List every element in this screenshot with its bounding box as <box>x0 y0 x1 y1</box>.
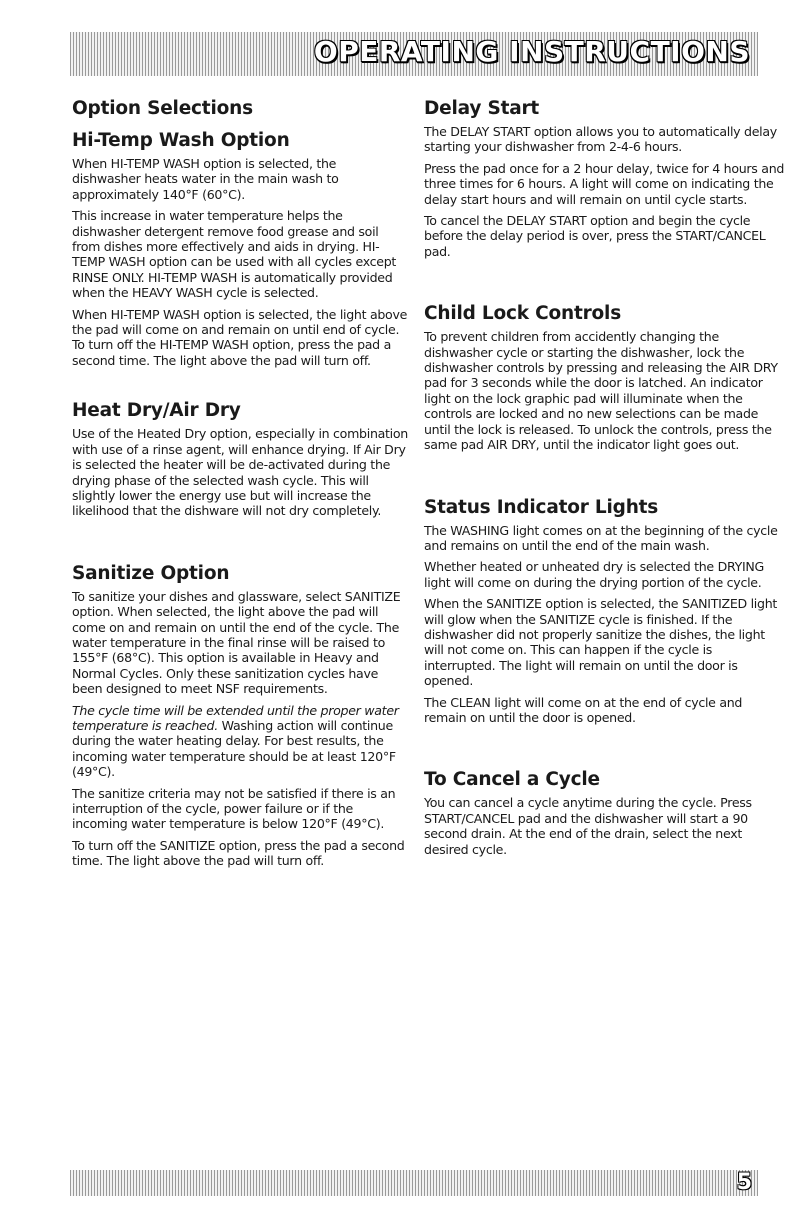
section-heading-child-lock: Child Lock Controls <box>424 303 622 325</box>
child-lock-paragraph-1: To prevent children from accidently changing the dishwasher cycle or starting the dishwasher, lock the dishwasher controls by pressing and releasing the AIR DRY pad for 3 seconds while the door is latched. An indicator light on the lock graphic pad will illuminate when the controls are locked and no new selections can be made until the lock is released. To unlock the controls, press the same pad AIR DRY, until the indicator light goes out. <box>424 329 778 453</box>
header-banner <box>70 32 758 76</box>
section-heading-cancel-cycle: To Cancel a Cycle <box>424 769 600 791</box>
section-heading-hi-temp: Hi-Temp Wash Option <box>72 130 290 151</box>
sanitize-paragraph-1: To sanitize your dishes and glassware, select SANITIZE option. When selected, the light above the pad will come on and remain on until the end of the cycle. The water temperature in the final rinse will be raised to 155°F (68°C). This option is available in Heavy and Normal Cycles. Only these sanitization cycles have been designed to meet NSF requirements. <box>72 588 401 697</box>
sanitize-paragraph-2-rest: Washing action will continue during the water heating delay. For best results, the incoming water temperature should be at least 120°F (49°C). <box>72 717 396 780</box>
footer-bar <box>70 1170 758 1196</box>
hi-temp-paragraph-2: This increase in water temperature helps the dishwasher detergent remove food grease and soil from dishes more effectively and aids in drying. HI-TEMP WASH option can be used with all cycles except RINSE ONLY. HI-TEMP WASH is automatically provided when the HEAVY WASH cycle is selected. <box>72 208 397 301</box>
page-title: OPERATING INSTRUCTIONS <box>313 35 750 68</box>
sanitize-paragraph-3: The sanitize criteria may not be satisfied if there is an interruption of the cycle, power failure or if the incoming water temperature is below 120°F (49°C). <box>72 785 396 832</box>
left-column <box>72 98 408 875</box>
page-number: 5 <box>736 1170 752 1195</box>
sanitize-italic-note: The cycle time will be extended until the proper water temperature is reached. <box>72 702 399 733</box>
section-heading-option-selections: Option Selections <box>72 98 253 119</box>
delay-start-paragraph-1: The DELAY START option allows you to automatically delay starting your dishwasher from 2-4-6 hours. <box>424 124 777 155</box>
delay-start-paragraph-3: To cancel the DELAY START option and begin the cycle before the delay period is over, press the START/CANCEL pad. <box>424 213 766 259</box>
status-lights-paragraph-1: The WASHING light comes on at the beginning of the cycle and remains on until the end of the main wash. <box>424 522 778 553</box>
sanitize-paragraph-4: To turn off the SANITIZE option, press the pad a second time. The light above the pad will turn off. <box>72 837 405 869</box>
section-heading-heat-dry: Heat Dry/Air Dry <box>72 400 241 422</box>
section-heading-sanitize: Sanitize Option <box>72 562 230 584</box>
status-lights-paragraph-3: When the SANITIZE option is selected, the SANITIZED light will glow when the SANITIZE cycle is finished. If the dishwasher did not properly sanitize the dishes, the light will not come on. This can happen if the cycle is interrupted. The light will remain on until the door is opened. <box>424 596 778 689</box>
hi-temp-paragraph-3: When HI-TEMP WASH option is selected, the light above the pad will come on and remain on until end of cycle. To turn off the HI-TEMP WASH option, press the pad a second time. The light above the pad will turn off. <box>72 306 408 368</box>
section-heading-status-lights: Status Indicator Lights <box>424 496 659 518</box>
heat-dry-paragraph-1: Use of the Heated Dry option, especially in combination with use of a rinse agent, will enhance drying. If Air Dry is selected the heater will be de-activated during the drying phase of the selected wash cycle. This will slightly lower the energy use but will increase the likelihood that the dishware will not dry completely. <box>72 426 408 519</box>
status-lights-paragraph-4: The CLEAN light will come on at the end of cycle and remain on until the door is opened. <box>424 694 743 725</box>
section-heading-delay-start: Delay Start <box>424 98 540 119</box>
hi-temp-paragraph-1: When HI-TEMP WASH option is selected, the dishwasher heats water in the main wash to approximately 140°F (60°C). <box>72 156 339 202</box>
status-lights-paragraph-2: Whether heated or unheated dry is selected the DRYING light will come on during the drying portion of the cycle. <box>424 559 764 590</box>
right-column <box>424 98 786 863</box>
cancel-cycle-paragraph-1: You can cancel a cycle anytime during the cycle. Press START/CANCEL pad and the dishwasher will start a 90 second drain. At the end of the drain, select the next desired cycle. <box>424 795 752 857</box>
sanitize-paragraph-2 <box>72 703 408 780</box>
delay-start-paragraph-2: Press the pad once for a 2 hour delay, twice for 4 hours and three times for 6 hours. A light will come on indicating the delay start hours and will remain on until cycle starts. <box>424 160 785 207</box>
